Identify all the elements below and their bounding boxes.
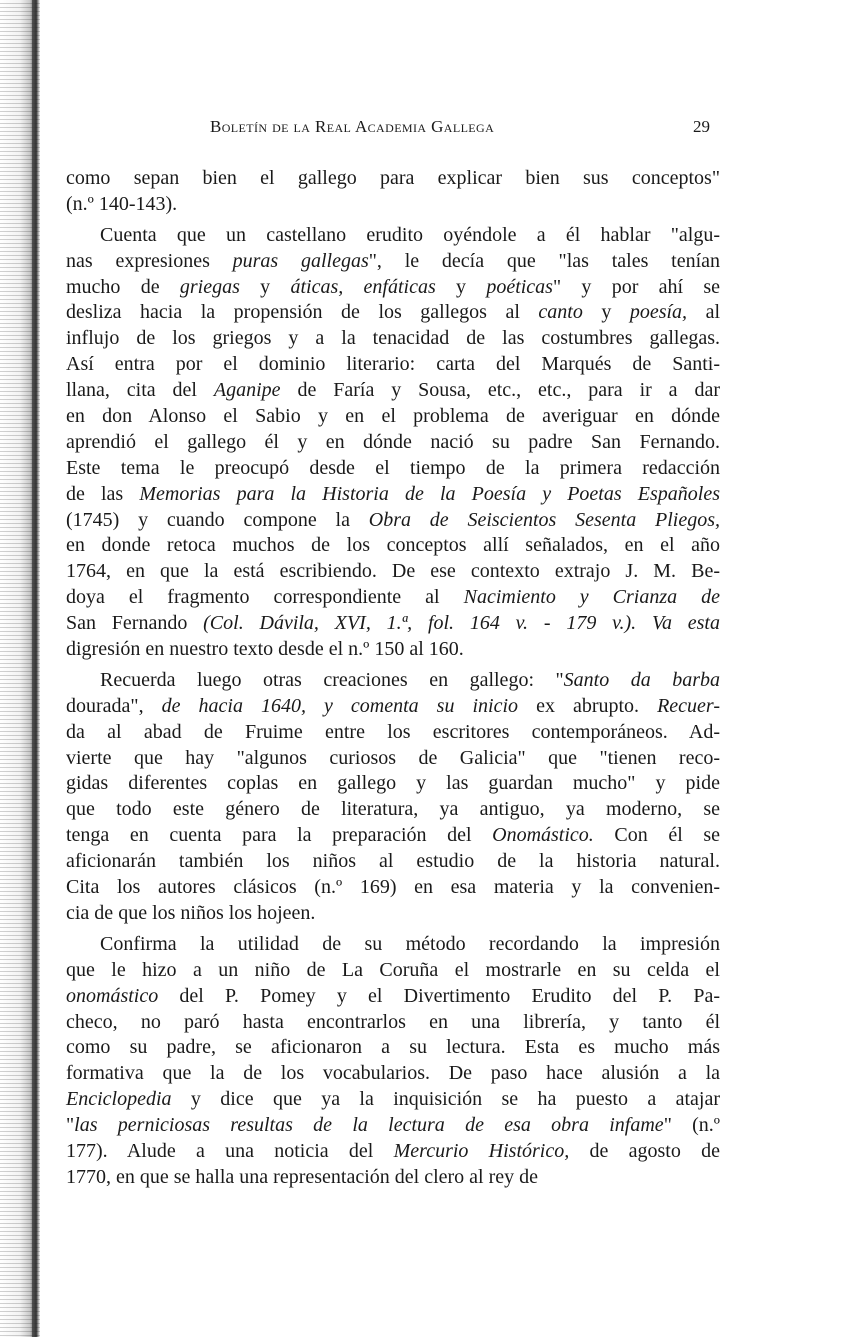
text-segment: y (435, 275, 487, 298)
italic-text: de hacia 1640, y comenta su inicio (143, 694, 537, 717)
text-segment: ex abrupto. (536, 694, 640, 717)
text-line (66, 771, 720, 797)
text-segment: " (66, 1114, 75, 1137)
text-segment: aprendió el gallego él y en dónde nació su padre San Fernando. (66, 430, 720, 453)
text-segment: de las (66, 482, 140, 505)
text-segment: llana, cita del (66, 379, 214, 402)
italic-text: Obra de Seiscientos Sesenta Pliegos, (368, 508, 720, 531)
text-segment: 1770, en que se halla una representación del clero al rey de (66, 1165, 539, 1188)
text-segment: que le hizo a un niño de La Coruña el mostrarle en su celda el (66, 958, 720, 981)
text-segment: San Fernando (66, 612, 188, 635)
text-line (66, 300, 720, 326)
text-segment: (1745) y cuando compone la (66, 508, 369, 531)
text-segment: como su padre, se aficionaron a su lectura. Esta es mucho más (66, 1036, 720, 1059)
text-segment: 177). Alude a una noticia del (66, 1139, 394, 1162)
text-line (66, 192, 720, 218)
text-line (66, 326, 720, 352)
text-segment: desliza hacia la propensión de los gallegos al (66, 301, 539, 324)
running-title: Boletín de la Real Academia Gallega (210, 117, 495, 136)
text-line (66, 378, 720, 404)
text-line (66, 166, 720, 192)
text-segment: " (n.º (663, 1114, 720, 1137)
text-segment: influjo de los griegos y a la tenacidad de las costumbres gallegas. (66, 327, 720, 350)
text-line (66, 559, 720, 585)
text-line (66, 1139, 720, 1165)
text-segment: mucho de (66, 275, 180, 298)
text-line (66, 668, 720, 694)
text-segment: cia de que los niños los hojeen. (66, 901, 316, 924)
italic-text: poesía, (629, 301, 688, 324)
text-segment: y dice que ya la inquisición se ha puesto a atajar (171, 1088, 720, 1111)
italic-text: puras gallegas (232, 249, 369, 272)
text-segment: gidas diferentes coplas en gallego y las guardan mucho" y pide (66, 772, 720, 795)
italic-text: Aganipe (213, 379, 281, 402)
italic-text: Onomástico. (492, 824, 594, 847)
text-segment: y (582, 301, 630, 324)
text-line (66, 694, 720, 720)
text-line (66, 611, 720, 637)
text-segment: (n.º 140-143). (66, 192, 178, 215)
text-segment: Con él se (593, 824, 720, 847)
text-segment: checo, no paró hasta encontrarlos en una librería, y tanto él (66, 1010, 720, 1033)
text-line (66, 797, 720, 823)
text-segment: 1764, en que la está escribiendo. De ese contexto extrajo J. M. Be- (66, 560, 720, 583)
binding-shadow-line (32, 0, 36, 1337)
text-segment: al (687, 301, 721, 324)
text-segment: " y por ahí se (552, 275, 721, 298)
italic-text: poéticas (486, 275, 553, 298)
italic-text: Memorias para la Historia de la Poesía y Poetas Españoles (139, 482, 720, 505)
text-segment: da al abad de Fruime entre los escritores contemporáneos. Ad- (66, 720, 720, 743)
text-line (66, 1113, 720, 1139)
text-segment: Cuenta que un castellano erudito oyéndole a él hablar "algu- (100, 223, 720, 246)
text-line (66, 901, 720, 927)
text-segment: y (239, 275, 291, 298)
italic-text: Nacimiento y Crianza de (463, 586, 720, 609)
text-line (66, 958, 720, 984)
text-line (66, 482, 720, 508)
text-line (66, 637, 720, 663)
text-line (66, 585, 720, 611)
text-segment: vierte que hay "algunos curiosos de Galicia" que "tienen reco- (66, 746, 720, 769)
text-segment: que todo este género de literatura, ya antiguo, ya moderno, se (66, 798, 720, 821)
page-number: 29 (693, 117, 710, 136)
text-line (66, 430, 720, 456)
italic-text: Enciclopedia (66, 1088, 172, 1111)
italic-text: Recuer- (639, 694, 720, 717)
text-line (66, 1035, 720, 1061)
italic-text: griegas (179, 275, 240, 298)
text-line (66, 984, 720, 1010)
text-segment: formativa que la de los vocabularios. De paso hace alusión a la (66, 1062, 720, 1085)
text-segment: Cita los autores clásicos (n.º 169) en esa materia y la convenien- (66, 876, 720, 899)
italic-text: Santo da barba (563, 668, 720, 691)
italic-text: onomástico (66, 984, 159, 1007)
text-segment: nas expresiones (66, 249, 233, 272)
body-text (66, 166, 720, 1191)
text-line (66, 849, 720, 875)
text-segment: Así entra por el dominio literario: carta del Marqués de Santi- (66, 353, 720, 376)
text-segment: Este tema le preocupó desde el tiempo de la primera redacción (66, 456, 720, 479)
text-line (66, 1087, 720, 1113)
italic-text: Mercurio Histórico, (393, 1139, 570, 1162)
text-line (66, 746, 720, 772)
text-line (66, 456, 720, 482)
text-segment: Recuerda luego otras creaciones en gallego: " (100, 668, 564, 691)
text-line (66, 404, 720, 430)
text-segment: como sepan bien el gallego para explicar bien sus conceptos" (66, 167, 720, 189)
italic-text: las perniciosas resultas de la lectura de esa obra infame (74, 1114, 664, 1137)
text-line (66, 508, 720, 534)
italic-text: (Col. Dávila, XVI, 1.ª, fol. 164 v. - 179 v.). Va esta (187, 612, 720, 635)
text-line (66, 1165, 720, 1191)
text-segment: aficionarán también los niños al estudio de la historia natural. (66, 850, 720, 873)
text-line (66, 875, 720, 901)
text-line (66, 720, 720, 746)
text-line (66, 1061, 720, 1087)
text-segment: del P. Pomey y el Divertimento Erudito del P. Pa- (158, 984, 720, 1007)
page-header (210, 117, 710, 141)
text-segment: dourada", (66, 694, 144, 717)
text-segment: ", le decía que "las tales tenían (368, 249, 721, 272)
text-line (66, 275, 720, 301)
text-segment: en don Alonso el Sabio y en el problema de averiguar en dónde (66, 405, 720, 428)
text-segment: tenga en cuenta para la preparación del (66, 824, 493, 847)
text-segment: de Faría y Sousa, etc., etc., para ir a dar (280, 379, 721, 402)
text-segment: Confirma la utilidad de su método recordando la impresión (100, 932, 720, 955)
text-line (66, 249, 720, 275)
text-line (66, 823, 720, 849)
text-segment: digresión en nuestro texto desde el n.º 150 al 160. (66, 638, 464, 661)
text-segment: doya el fragmento correspondiente al (66, 586, 464, 609)
text-line (66, 533, 720, 559)
text-line (66, 223, 720, 249)
italic-text: áticas, enfáticas (290, 275, 436, 298)
text-line (66, 352, 720, 378)
text-line (66, 932, 720, 958)
italic-text: canto (538, 301, 583, 324)
text-segment: de agosto de (569, 1139, 721, 1162)
text-segment: en donde retoca muchos de los conceptos allí señalados, en el año (66, 534, 720, 557)
text-line (66, 1010, 720, 1036)
